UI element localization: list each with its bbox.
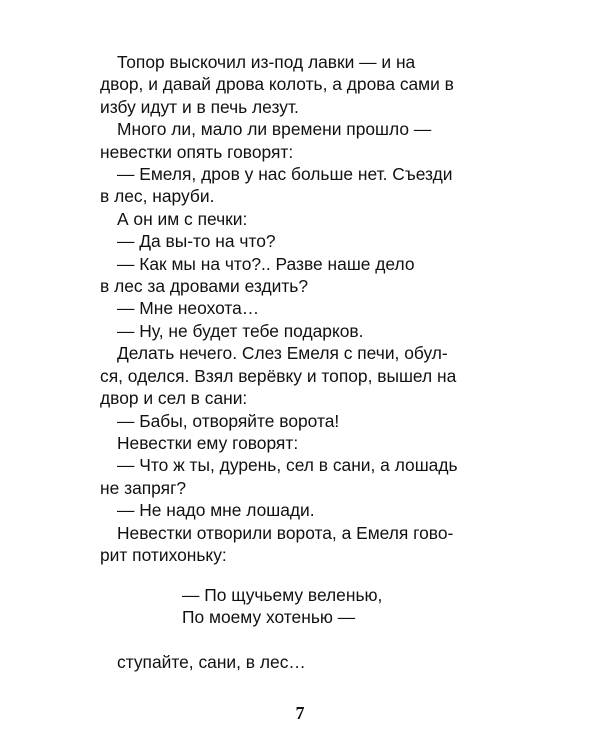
text-line: — Да вы-то на что? <box>117 231 276 252</box>
paragraph-10 <box>117 410 477 432</box>
text-line: — Бабы, отворяйте ворота! <box>117 410 340 431</box>
text-line: ся, оделся. Взял верёвку и топор, вышел на <box>100 365 457 386</box>
paragraph-6 <box>100 253 477 298</box>
text-line: — Ну, не будет тебе подарков. <box>117 320 364 341</box>
text-line: не запряг? <box>100 477 187 498</box>
paragraph-12 <box>100 454 477 499</box>
text-line: — Не надо мне лошади. <box>117 500 315 521</box>
text-line: — Емеля, дров у нас больше нет. Съезди <box>117 164 453 185</box>
text-line: двор, и давай дрова колоть, а дрова сами в <box>100 74 454 95</box>
text-line: рит потихоньку: <box>100 544 227 565</box>
text-line: Невестки отворили ворота, а Емеля гово- <box>117 522 454 543</box>
text-line: Невестки ему говорят: <box>117 432 299 453</box>
page-number: 7 <box>295 703 305 723</box>
text-line: А он им с печки: <box>117 208 248 229</box>
text-line: Делать нечего. Слез Емеля с печи, обул- <box>117 343 448 364</box>
verse <box>182 584 382 629</box>
text-line: Много ли, мало ли времени прошло — <box>117 119 432 140</box>
text-line: избу идут и в печь лезут. <box>100 96 299 117</box>
text-line: невестки опять говорят: <box>100 141 294 162</box>
paragraph-3 <box>100 163 477 208</box>
paragraph-2 <box>100 118 477 163</box>
text-line: — Мне неохота… <box>117 298 260 319</box>
paragraph-13 <box>117 499 477 521</box>
paragraph-9 <box>100 342 477 409</box>
text-line: в лес, наруби. <box>100 186 215 207</box>
paragraph-1 <box>100 51 477 118</box>
verse-line: По моему хотенью — <box>182 607 356 628</box>
paragraph-14 <box>100 522 477 567</box>
text-line: Топор выскочил из-под лавки — и на <box>117 52 416 72</box>
paragraph-5 <box>117 230 477 252</box>
verse-line: — По щучьему веленью, <box>182 585 383 605</box>
paragraph-7 <box>117 297 477 319</box>
story-text <box>100 51 477 566</box>
text-line: — Как мы на что?.. Разве наше дело <box>117 253 415 274</box>
text-line: — Что ж ты, дурень, сел в сани, а лошадь <box>117 455 458 476</box>
paragraph-8 <box>117 320 477 342</box>
closing-line: ступайте, сани, в лес… <box>117 652 306 672</box>
text-line: двор и сел в сани: <box>100 388 248 409</box>
text-line: в лес за дровами ездить? <box>100 276 309 297</box>
paragraph-11 <box>117 432 477 454</box>
paragraph-4 <box>117 208 477 230</box>
